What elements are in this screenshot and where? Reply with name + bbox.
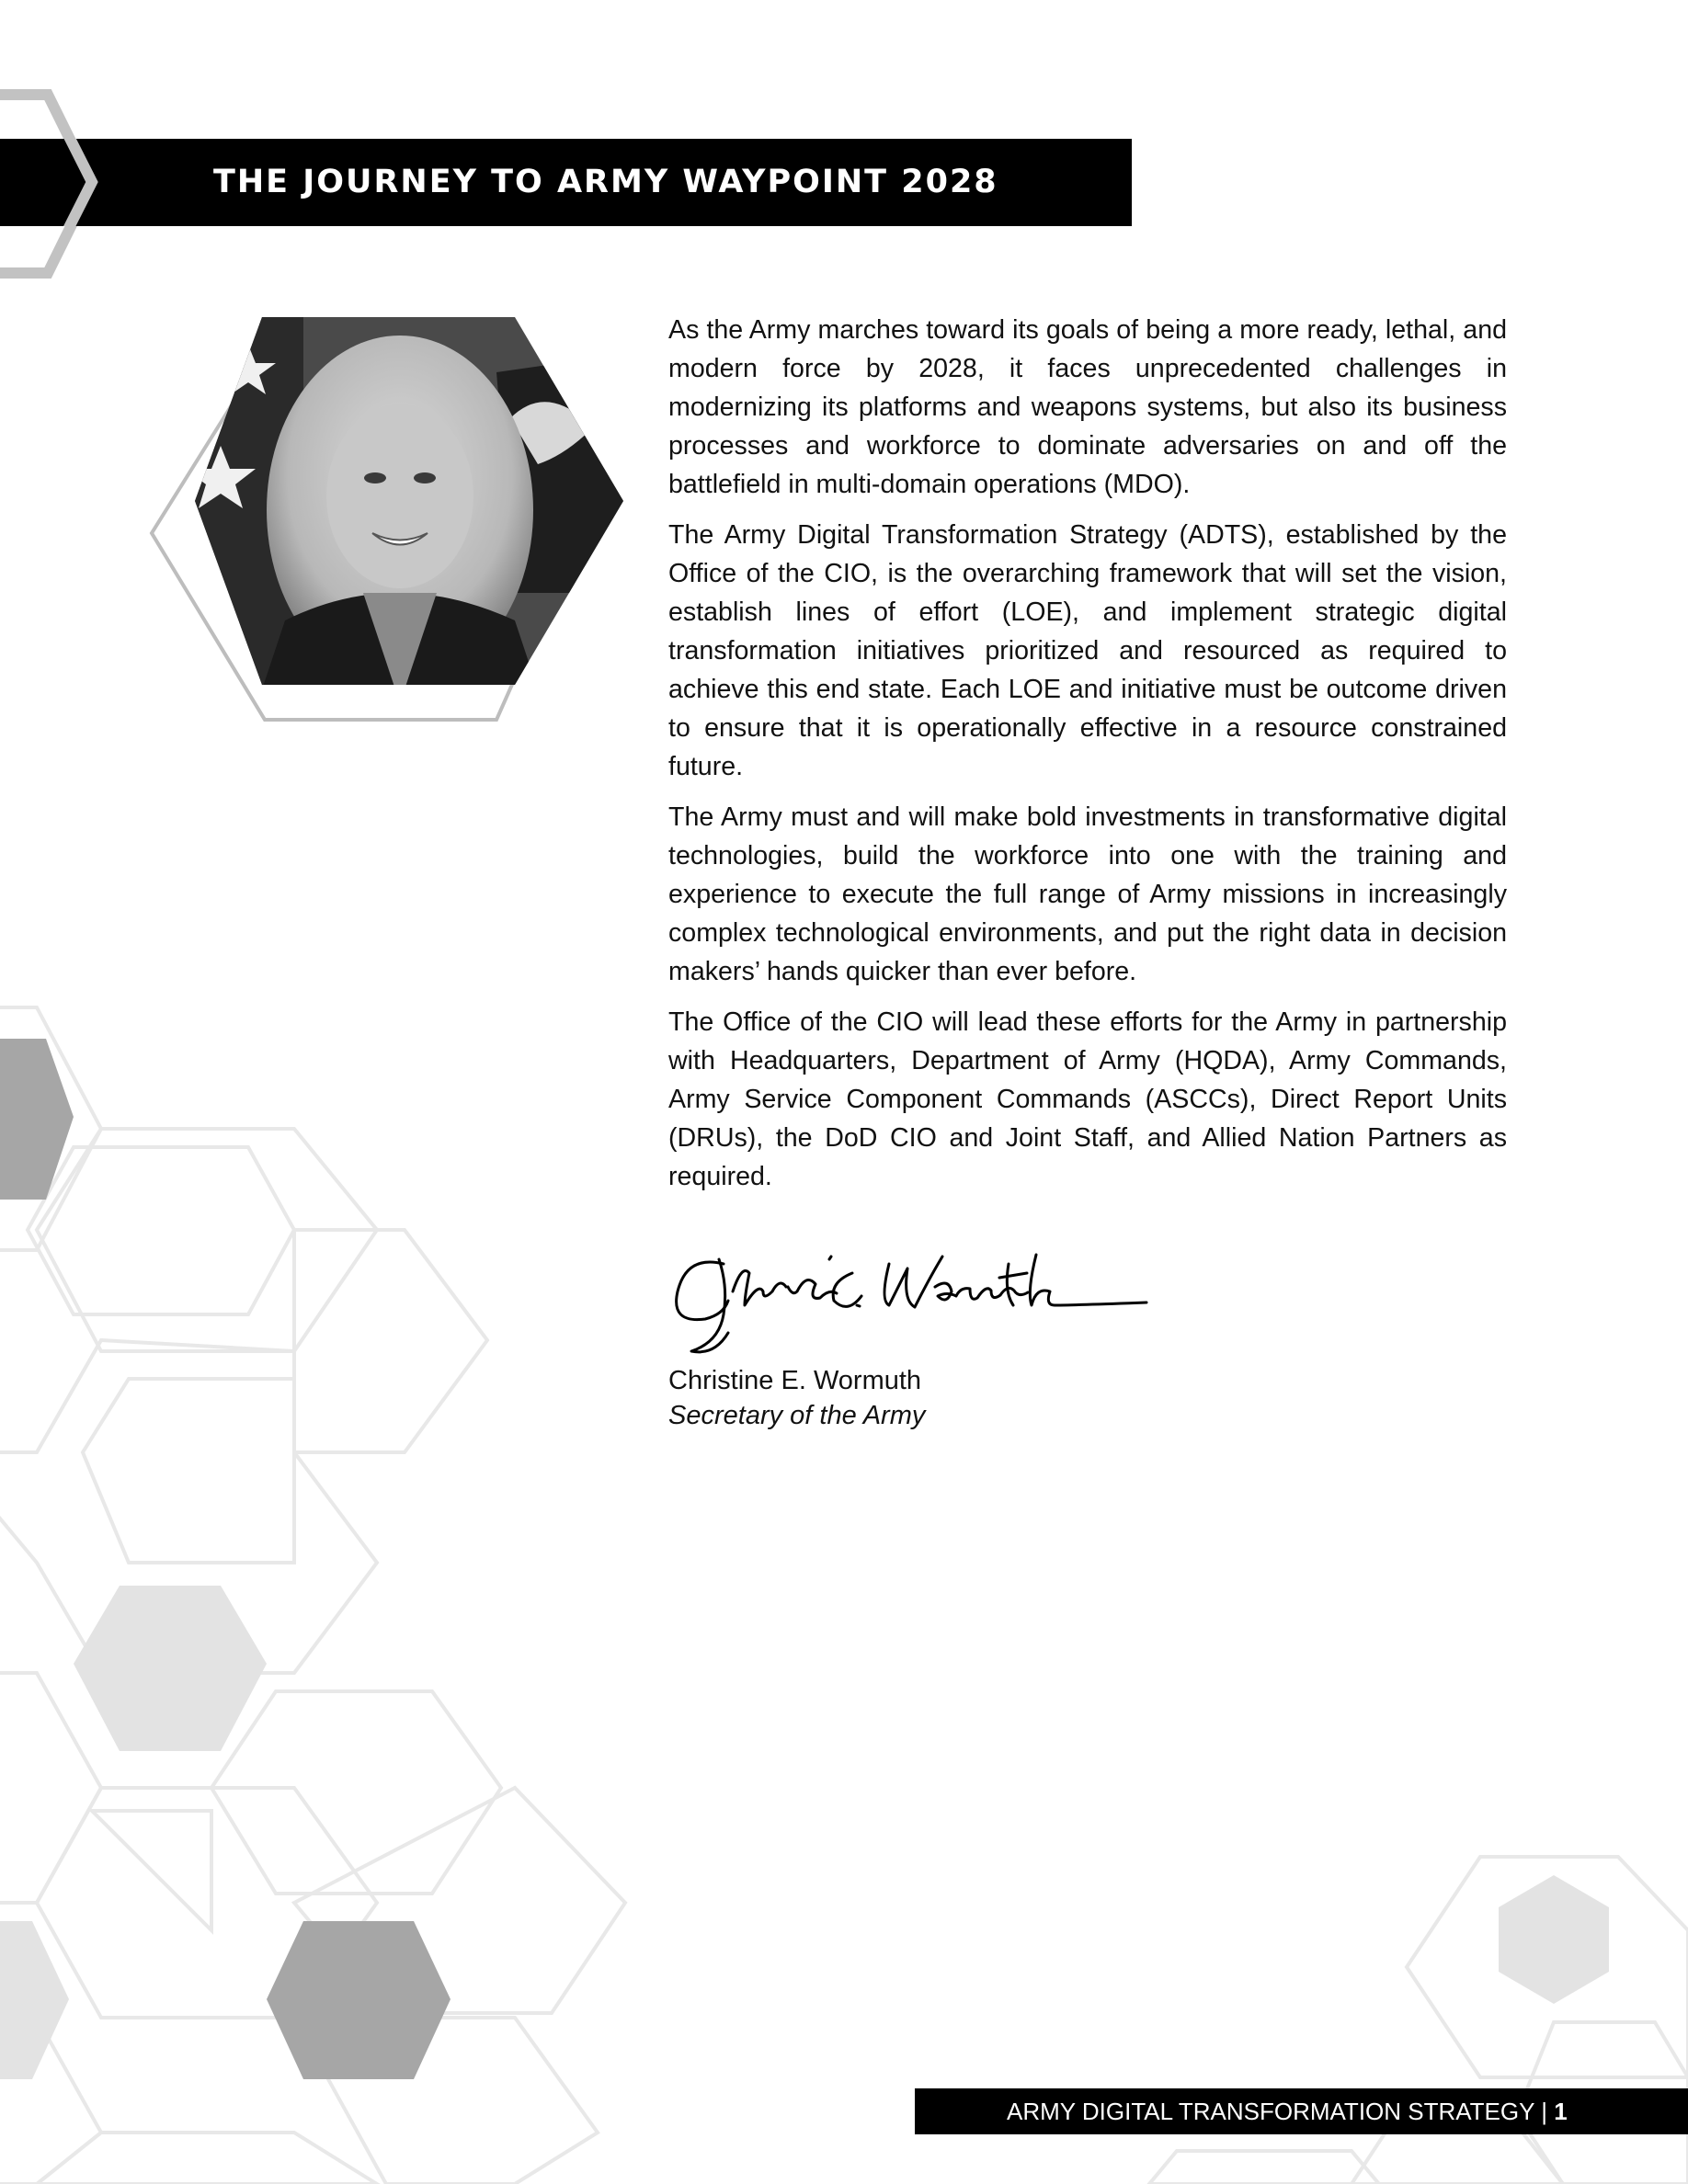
paragraph: The Army must and will make bold investments in transformative digital technologies, build the workforce into one with the training and experience to execute the full range of Army missions in increasingly complex technological environments, and put the right data in decision makers’ hands quicker than ever before.: [668, 802, 1507, 986]
paragraph: As the Army marches toward its goals of being a more ready, lethal, and modern force by 2028, it faces unprecedented challenges in modernizing its platforms and weapons systems, but also its business processes and workforce to dominate adversaries on and off the battlefield in multi-domain operations (MDO).: [668, 315, 1507, 499]
handwritten-signature: [668, 1246, 1165, 1356]
footer-bar: [915, 2088, 1688, 2134]
header-chevron-overlay-icon: [0, 139, 101, 226]
footer-text: [1007, 2088, 1568, 2134]
page-title: THE JOURNEY TO ARMY WAYPOINT 2028: [213, 164, 998, 200]
paragraph: The Office of the CIO will lead these efforts for the Army in partnership with Headquarters, Department of Army (HQDA), Army Commands, Army Service Component Commands (ASCCs), Direct Report Units (DRUs), the DoD CIO and Joint Staff, and Allied Nation Partners as required.: [668, 1007, 1507, 1191]
paragraph: The Army Digital Transformation Strategy (ADTS), established by the Office of the CIO, is the overarching framework that will set the vision, establish lines of effort (LOE), and implement strategic digital transformation initiatives prioritized and resourced as required to achieve this end state. Each LOE and initiative must be outcome driven to ensure that it is operationally effective in a resource constrained future.: [668, 520, 1507, 781]
header-bar: [0, 139, 1132, 226]
signer-title: Secretary of the Army: [668, 1401, 926, 1430]
signer-name: Christine E. Wormuth: [668, 1366, 922, 1395]
letter-body: [668, 311, 1507, 1208]
page-number: 1: [1554, 2098, 1568, 2125]
portrait-photo: [147, 317, 625, 731]
footer-label: ARMY DIGITAL TRANSFORMATION STRATEGY |: [1007, 2098, 1547, 2125]
